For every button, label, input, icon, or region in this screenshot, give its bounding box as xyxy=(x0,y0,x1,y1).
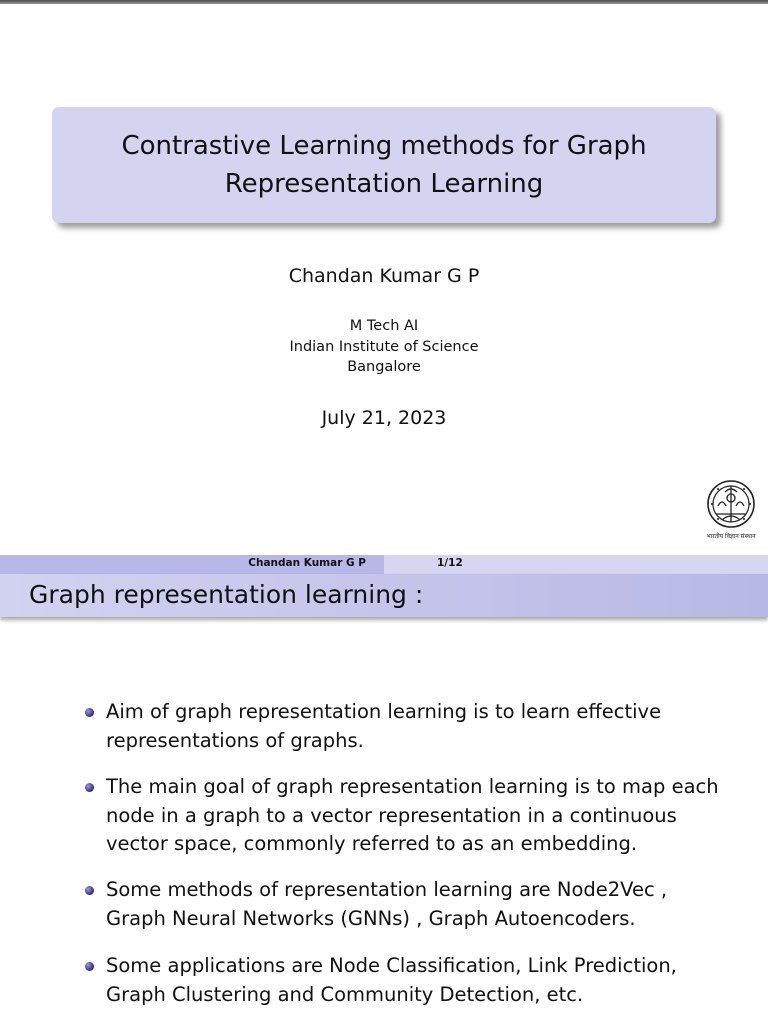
bullet-item xyxy=(106,876,736,933)
footer-page-number: 1/12 xyxy=(437,557,463,569)
bullet-line: Graph Clustering and Community Detection, etc. xyxy=(106,982,584,1006)
bullet-dot-icon xyxy=(85,708,94,717)
title-slide xyxy=(0,4,768,555)
bullet-line: representations of graphs. xyxy=(106,728,364,752)
title-line-1: Contrastive Learning methods for Graph xyxy=(121,131,647,161)
bullet-dot-icon xyxy=(85,783,94,792)
bullet-dot-icon xyxy=(85,886,94,895)
affiliation-line: Indian Institute of Science xyxy=(289,338,479,355)
bullet-dot-icon xyxy=(85,962,94,971)
affiliation-line: Bangalore xyxy=(347,359,421,375)
emblem-caption: भारतीय विज्ञान संस्थान xyxy=(706,533,756,540)
footer-bar xyxy=(0,555,768,574)
footer-author-section xyxy=(0,555,384,574)
bullet-line: Graph Neural Networks (GNNs) , Graph Autoencoders. xyxy=(106,906,636,930)
content-slide xyxy=(0,574,768,1024)
presentation-date: July 21, 2023 xyxy=(321,407,447,429)
title-block xyxy=(52,107,716,223)
bullet-line: Some methods of representation learning are Node2Vec , xyxy=(106,878,668,901)
bullet-list xyxy=(0,574,768,1024)
bullet-item xyxy=(106,773,736,859)
bullet-item xyxy=(106,698,736,755)
bullet-line: vector space, commonly referred to as an embedding. xyxy=(106,832,638,855)
frame-title: Graph representation learning : xyxy=(29,580,424,609)
affiliation-line: M Tech AI xyxy=(349,318,419,334)
presentation-title xyxy=(121,127,646,203)
bullet-line: Some applications are Node Classification, Link Prediction, xyxy=(106,954,677,977)
bullet-item xyxy=(106,952,736,1009)
footer-page-section xyxy=(384,555,768,574)
title-line-2: Representation Learning xyxy=(224,169,544,199)
footer-author: Chandan Kumar G P xyxy=(248,557,366,569)
bullet-line: Aim of graph representation learning is to learn effective xyxy=(106,700,662,723)
affiliation xyxy=(0,316,768,378)
bullet-line: The main goal of graph representation learning is to map each xyxy=(106,775,719,798)
bullet-line: node in a graph to a vector representation in a continuous xyxy=(106,803,677,827)
author-name: Chandan Kumar G P xyxy=(288,265,480,287)
iisc-emblem-logo xyxy=(698,476,764,542)
